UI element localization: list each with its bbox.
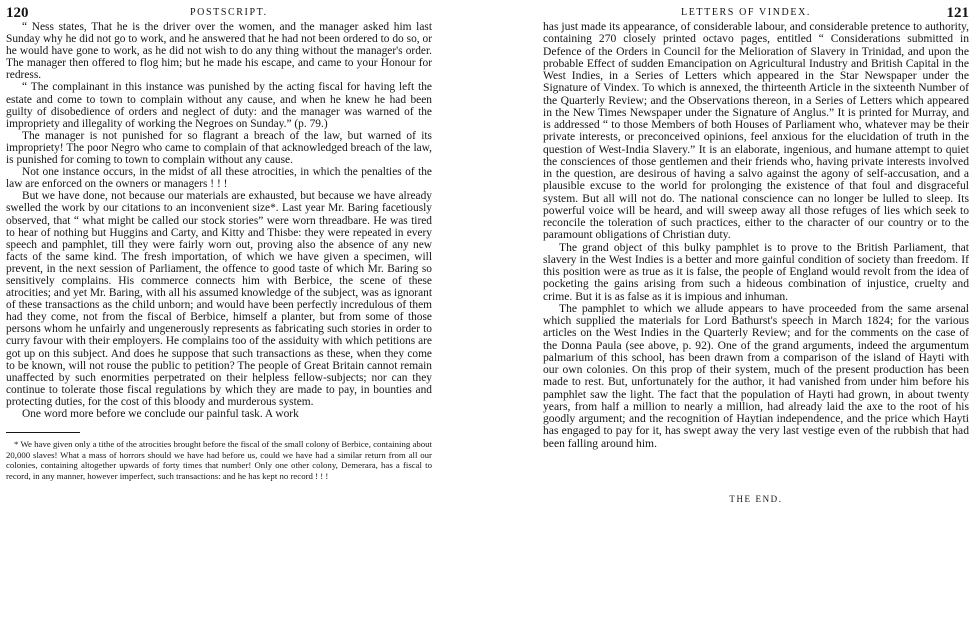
the-end-mark: THE END. bbox=[729, 493, 783, 504]
paragraph: The manager is not punished for so flagrant a breach of the law, but warned of its impropriety! The poor Negro who came to complain of that acknowledged breach of the law, is punished for coming to town to complain without any cause. bbox=[6, 129, 432, 167]
page-number: 120 bbox=[6, 5, 29, 21]
running-head: POSTSCRIPT. bbox=[190, 7, 268, 18]
paragraph-continued: has just made its appearance, of considerable labour, and considerable pretence to authority, containing 270 closely printed octavo pages, entitled “ Considerations submitted in Defence of the Orders in Council for the Melioration of Slavery in Trinidad, and upon the probable Effect of sudden Emancipation on Agricultural Industry and British Capital in the West Indies, in a Series of Letters which appeared in the Star Newspaper under the Signature of Vindex. To which is annexed, the thirteenth Article in the sixteenth Number of the Quarterly Review; and the Observations thereon, in a Series of Letters which appeared in the New Times Newspaper under the Signature of Anglus.” It is printed for Murray, and is addressed “ to those Members of both Houses of Parliament who, whatever may be their private interests, or preconceived opinions, feel anxious for the elucidation of truth in the question of West-India Slavery.” It is an elaborate, ingenious, and humane attempt to quiet the consciences of those gentlemen and their friends who, having private interests involved in the question, are desirous of having a salvo against the agony of self-accusation, and a plausible excuse to the world for prolonging the existence of that foul and disgraceful system. But all will not do. The national conscience can no longer be lulled to sleep. Its powerful voice will be heard, and will sweep away all those refuges of lies which seek to reconcile the toleration of such practices, either to the character of our country or to the paramount obligations of Christian duty. bbox=[543, 20, 969, 242]
left-text-column bbox=[0, 21, 436, 420]
right-page bbox=[541, 0, 971, 640]
running-head: LETTERS OF VINDEX. bbox=[681, 7, 812, 18]
paragraph-italic-remark: Not one instance occurs, in the midst of all these atrocities, in which the penalties of the law are enforced on the owners or managers ! ! ! bbox=[6, 166, 432, 191]
footnote: * We have given only a tithe of the atrocities brought before the fiscal of the small colony of Berbice, containing about 20,000 slaves! What a mass of horrors should we have had before us, could we have had a similar return from all our colonies, containing altogether upwards of forty times that number! Only one other colony, Demerara, has a fiscal to record, in any manner, however imperfect, such transactions: and he has kept no record ! ! ! bbox=[6, 439, 432, 481]
right-text-column bbox=[541, 21, 971, 450]
paragraph: The pamphlet to which we allude appears to have proceeded from the same arsenal which supplied the materials for Lord Bathurst's speech in March 1824; for the various articles on the West Indies in the Quarterly Review; and for the comments on the case of the Donna Paula (see above, p. 92). One of the grand arguments, indeed the argumentum palmarium of this school, has been drawn from a comparison of the island of Hayti with our own colonies. On this prop of their system, much of the present production has been made to rest. But, unfortunately for the author, it had vanished from under him before his pamphlet saw the light. The fact that the population of Hayti had grown, in about twenty years, from half a million to nearly a million, had already laid the axe to the root of his goodly argument; and the recognition of Haytian independence, and the price which Hayti has engaged to pay for it, has swept away the very last vestige even of the rubbish that had been falling around him. bbox=[543, 301, 969, 450]
left-page-header bbox=[0, 5, 436, 21]
page-gutter bbox=[436, 0, 541, 640]
left-page bbox=[0, 0, 436, 640]
paragraph: The grand object of this bulky pamphlet is to prove to the British Parliament, that slavery in the West Indies is a better and more gainful condition of society than freedom. If this position were as true as it is false, the people of England would revolt from the idea of pocketing the gains arising from such a hideous combination of injustice, cruelty and crime. But it is as false as it is impious and inhuman. bbox=[543, 240, 969, 303]
paragraph: But we have done, not because our materials are exhausted, but because we have already swelled the work by our citations to an inconvenient size*. Last year Mr. Baring facetiously observed, that “ what might be called our stock stories” were worn threadbare. He was tired to hear of nothing but Huggins and Carty, and Kitty and Thisbe: they were repeated in every speech and pamphlet, till they were fairly worn out, proving also the absence of any new facts of the same kind. The fresh importation, of which we have given a specimen, will prevent, in the next session of Parliament, the offence to good taste of which Mr. Baring so sensitively complains. His commerce connects him with Berbice, the scene of these atrocities; and yet Mr. Baring, with all his assumed knowledge of the subject, was as ignorant of these transactions as the child unborn; and would have been perfectly incredulous of them had they come, not from the fiscal of Berbice, himself a planter, but from some of those persons whom he unfairly and ungenerously represents as fabricating such stories in order to curry favour with their employers. He complains too of the assiduity with which petitions are got up on this subject. And does he suppose that such transactions as these, when they come to be known, will not rouse the public to petition? The people of Great Britain cannot remain unaffected by such enormities perpetrated on their helpless fellow-subjects; nor can they continue to tolerate those fiscal regulations by which they are made to pay, in bounties and protecting duties, for the cost of this bloody and murderous system. bbox=[6, 190, 432, 408]
paragraph-quoted-ruling: “ The complainant in this instance was punished by the acting fiscal for having left the estate and come to town to complain without any cause, and when he knew he had been guilty of disobedience of orders and neglect of duty: and the manager was warned of the impropriety and illegality of working the Negroes on Sunday.” (p. 79.) bbox=[6, 81, 432, 130]
right-page-header bbox=[541, 5, 971, 21]
footnote-rule bbox=[6, 432, 80, 433]
paragraph: “ Ness states, That he is the driver over the women, and the manager asked him last Sunday why he did not go to work, and he answered that he had not been ordered to do so, or he would have gone to work, as he did not wish to do any thing without the manager's order. The manager then offered to flog him; but he made his escape, and came to your Honour for redress. bbox=[6, 21, 432, 82]
paragraph: One word more before we conclude our painful task. A work bbox=[22, 408, 299, 420]
page-number: 121 bbox=[946, 5, 969, 21]
